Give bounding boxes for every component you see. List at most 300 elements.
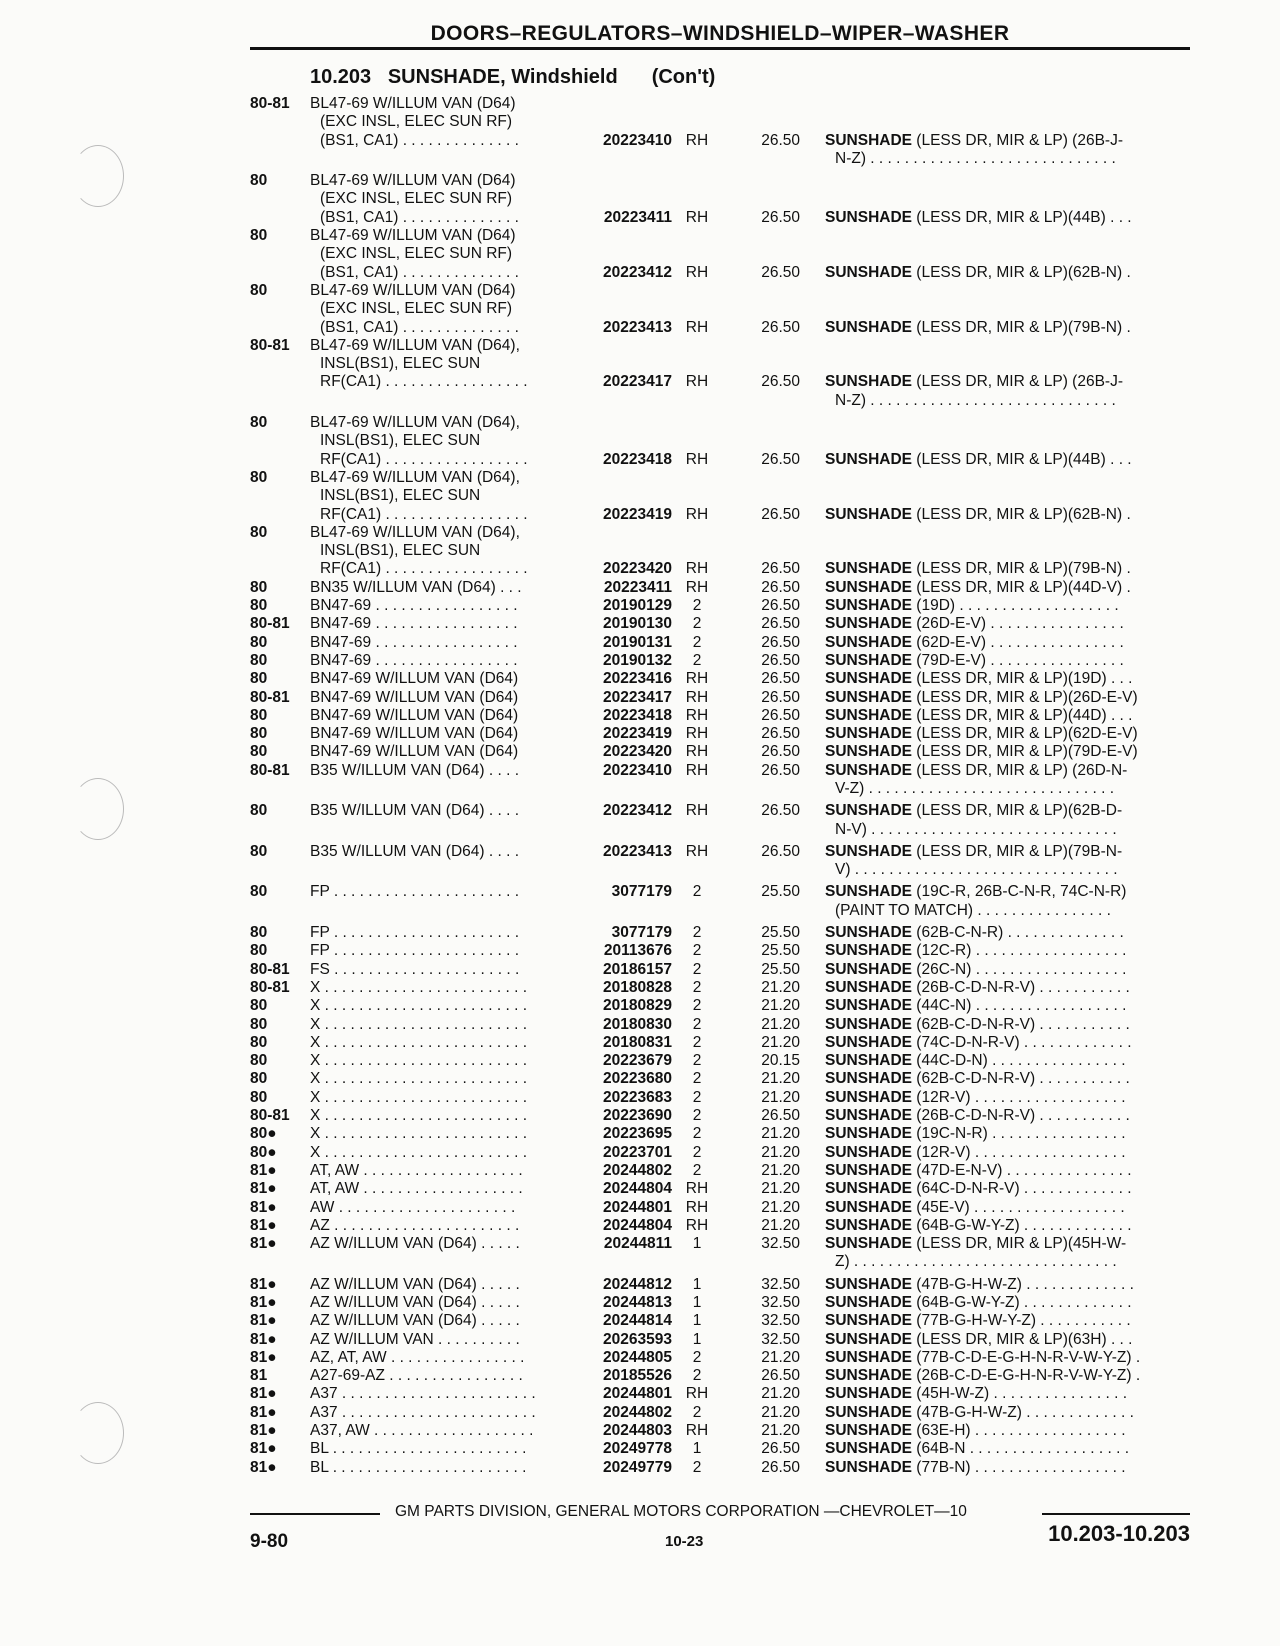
- model-year: 81●: [250, 1180, 277, 1198]
- part-number: 20180828: [603, 978, 672, 996]
- part-description: [825, 579, 1195, 597]
- part-number: 20223690: [603, 1107, 672, 1125]
- quantity: RH: [685, 263, 709, 281]
- part-description: [825, 1070, 1195, 1088]
- quantity: 2: [692, 942, 702, 960]
- model-description: [310, 1294, 578, 1312]
- part-description: [825, 132, 1195, 169]
- part-description: [825, 1144, 1195, 1162]
- part-description: [825, 1107, 1195, 1125]
- quantity: RH: [685, 1180, 709, 1198]
- quantity: 2: [692, 1107, 702, 1125]
- part-description: [825, 1331, 1195, 1349]
- part-description: [825, 843, 1195, 880]
- model-description: [310, 1312, 578, 1330]
- model-description: [310, 979, 578, 997]
- part-number: 20223411: [603, 578, 672, 596]
- section-cont: (Con't): [651, 66, 716, 88]
- model-line: AW . . . . . . . . . . . . . . . . . . . . .: [310, 1198, 516, 1216]
- price: 26.50: [761, 597, 800, 615]
- part-description: [825, 1125, 1195, 1143]
- model-year: 80: [250, 172, 268, 190]
- table-row: [250, 670, 1195, 688]
- part-number: 20223418: [603, 450, 672, 468]
- table-row: [250, 942, 1195, 960]
- table-row: [250, 337, 1195, 410]
- model-description: [310, 762, 578, 780]
- model-line: X . . . . . . . . . . . . . . . . . . . . . . . .: [310, 1088, 528, 1106]
- table-row: [250, 172, 1195, 227]
- description-line: SUNSHADE (LESS DR, MIR & LP)(63H) . . .: [825, 1330, 1133, 1348]
- model-line: RF(CA1) . . . . . . . . . . . . . . . . .: [320, 373, 528, 391]
- part-description: [825, 1217, 1195, 1235]
- quantity: 1: [692, 1275, 702, 1293]
- model-line: X . . . . . . . . . . . . . . . . . . . . . . . .: [310, 1015, 528, 1033]
- description-line: SUNSHADE (LESS DR, MIR & LP)(45H-W-: [825, 1235, 1127, 1253]
- model-line: BL47-69 W/ILLUM VAN (D64): [310, 95, 516, 112]
- description-line: SUNSHADE (77B-C-D-E-G-H-N-R-V-W-Y-Z) .: [825, 1348, 1141, 1366]
- part-description: [825, 689, 1195, 707]
- description-line: SUNSHADE (LESS DR, MIR & LP)(62B-D-: [825, 802, 1123, 820]
- price: 21.20: [761, 1088, 800, 1106]
- description-line: SUNSHADE (LESS DR, MIR & LP) (26B-J-: [825, 131, 1123, 149]
- model-line: BN47-69 . . . . . . . . . . . . . . . . .: [310, 633, 518, 651]
- table-row: [250, 597, 1195, 615]
- model-description: [310, 1052, 578, 1070]
- table-row: [250, 652, 1195, 670]
- price: 25.50: [761, 960, 800, 978]
- quantity: RH: [685, 505, 709, 523]
- part-number: 20223701: [603, 1143, 672, 1161]
- model-line: AZ, AT, AW . . . . . . . . . . . . . . . .: [310, 1348, 525, 1366]
- model-line: X . . . . . . . . . . . . . . . . . . . . . . . .: [310, 1052, 528, 1070]
- table-row: [250, 524, 1195, 579]
- table-row: [250, 1404, 1195, 1422]
- model-line: (BS1, CA1) . . . . . . . . . . . . . .: [320, 131, 519, 149]
- price: 21.20: [761, 1070, 800, 1088]
- model-line: (EXC INSL, ELEC SUN RF): [320, 190, 513, 208]
- table-row: [250, 469, 1195, 524]
- description-line: SUNSHADE (19D) . . . . . . . . . . . . . . . . . . .: [825, 597, 1119, 615]
- price: 26.50: [761, 842, 800, 860]
- quantity: RH: [685, 670, 709, 688]
- model-line: X . . . . . . . . . . . . . . . . . . . . . . . .: [310, 1033, 528, 1051]
- description-line: SUNSHADE (LESS DR, MIR & LP)(44B) . . .: [825, 450, 1132, 468]
- table-row: [250, 1422, 1195, 1440]
- quantity: RH: [685, 318, 709, 336]
- quantity: 2: [692, 1161, 702, 1179]
- part-description: [825, 1199, 1195, 1217]
- description-line: (PAINT TO MATCH) . . . . . . . . . . . . . . . .: [835, 901, 1111, 919]
- price: 26.50: [761, 578, 800, 596]
- part-number: 20249779: [603, 1458, 672, 1476]
- description-line: N-Z) . . . . . . . . . . . . . . . . . . . . . . . . . . . . .: [835, 391, 1116, 409]
- price: 21.20: [761, 997, 800, 1015]
- model-line: X . . . . . . . . . . . . . . . . . . . . . . . .: [310, 1107, 528, 1125]
- description-line: SUNSHADE (12R-V) . . . . . . . . . . . . . . . . . .: [825, 1143, 1126, 1161]
- model-line: B35 W/ILLUM VAN (D64) . . . .: [310, 842, 520, 860]
- table-row: [250, 634, 1195, 652]
- quantity: 2: [692, 924, 702, 942]
- description-line: SUNSHADE (LESS DR, MIR & LP)(44B) . . .: [825, 208, 1132, 226]
- model-line: A27-69-AZ . . . . . . . . . . . . . . . .: [310, 1367, 523, 1385]
- part-description: [825, 209, 1195, 227]
- table-row: [250, 961, 1195, 979]
- description-line: SUNSHADE (64B-G-W-Y-Z) . . . . . . . . . . . . .: [825, 1294, 1132, 1311]
- model-description: [310, 1440, 578, 1458]
- model-description: [310, 1162, 578, 1180]
- part-number: 20223412: [603, 802, 672, 820]
- part-description: [825, 1404, 1195, 1422]
- part-number: 20223416: [603, 670, 672, 688]
- description-line: SUNSHADE (64C-D-N-R-V) . . . . . . . . . . . . .: [825, 1180, 1132, 1198]
- part-number: 20244811: [603, 1235, 672, 1253]
- description-line: SUNSHADE (LESS DR, MIR & LP)(79D-E-V): [825, 743, 1138, 761]
- part-description: [825, 762, 1195, 799]
- price: 26.50: [761, 450, 800, 468]
- model-year: 80: [250, 651, 268, 669]
- model-line: AT, AW . . . . . . . . . . . . . . . . . . .: [310, 1180, 523, 1198]
- table-row: [250, 1125, 1195, 1143]
- description-line: SUNSHADE (19C-R, 26B-C-N-R, 74C-N-R): [825, 883, 1127, 901]
- price: 21.20: [761, 1385, 800, 1403]
- model-description: [310, 961, 578, 979]
- price: 20.15: [761, 1052, 800, 1070]
- part-description: [825, 942, 1195, 960]
- price: 26.50: [761, 670, 800, 688]
- part-number: 20186157: [603, 960, 672, 978]
- part-description: [825, 1162, 1195, 1180]
- price: 26.50: [761, 1458, 800, 1476]
- quantity: RH: [685, 761, 709, 779]
- model-line: BL . . . . . . . . . . . . . . . . . . . . . . .: [310, 1440, 527, 1458]
- table-row: [250, 1294, 1195, 1312]
- table-row: [250, 979, 1195, 997]
- part-description: [825, 1294, 1195, 1312]
- price: 25.50: [761, 942, 800, 960]
- model-year: 80-81: [250, 615, 290, 633]
- part-description: [825, 1367, 1195, 1385]
- model-description: [310, 1349, 578, 1367]
- part-description: [825, 1180, 1195, 1198]
- part-description: [825, 725, 1195, 743]
- description-line: SUNSHADE (LESS DR, MIR & LP)(79B-N-: [825, 842, 1123, 860]
- price: 26.50: [761, 651, 800, 669]
- quantity: 2: [692, 1015, 702, 1033]
- table-row: [250, 1217, 1195, 1235]
- model-description: [310, 652, 578, 670]
- price: 26.50: [761, 1440, 800, 1458]
- price: 25.50: [761, 883, 800, 901]
- part-description: [825, 924, 1195, 942]
- model-line: BN47-69 W/ILLUM VAN (D64): [310, 706, 519, 724]
- model-description: [310, 1144, 578, 1162]
- model-description: [310, 1107, 578, 1125]
- part-description: [825, 670, 1195, 688]
- model-line: B35 W/ILLUM VAN (D64) . . . .: [310, 761, 520, 779]
- part-description: [825, 1235, 1195, 1272]
- model-description: [310, 1217, 578, 1235]
- model-year: 80: [250, 468, 268, 486]
- model-description: [310, 172, 578, 227]
- table-row: [250, 1199, 1195, 1217]
- model-line: BL47-69 W/ILLUM VAN (D64),: [310, 336, 520, 354]
- part-number: 20223418: [603, 706, 672, 724]
- model-year: 80: [250, 706, 268, 724]
- description-line: SUNSHADE (79D-E-V) . . . . . . . . . . . . . . . .: [825, 651, 1124, 669]
- model-line: X . . . . . . . . . . . . . . . . . . . . . . . .: [310, 1070, 528, 1088]
- price: 26.50: [761, 1367, 800, 1385]
- model-year: 80: [250, 1088, 268, 1106]
- part-number: 20223679: [603, 1052, 672, 1070]
- quantity: 2: [692, 978, 702, 996]
- description-line: SUNSHADE (LESS DR, MIR & LP) (26B-J-: [825, 373, 1123, 391]
- model-description: [310, 1199, 578, 1217]
- model-year: 81●: [250, 1161, 277, 1179]
- table-row: [250, 997, 1195, 1015]
- part-number: 20223413: [603, 842, 672, 860]
- quantity: 2: [692, 883, 702, 901]
- part-number: 20223419: [603, 725, 672, 743]
- model-description: [310, 95, 578, 150]
- model-description: [310, 942, 578, 960]
- quantity: 2: [692, 615, 702, 633]
- part-description: [825, 597, 1195, 615]
- part-number: 20185526: [603, 1367, 672, 1385]
- description-line: SUNSHADE (LESS DR, MIR & LP)(26D-E-V): [825, 688, 1138, 706]
- part-number: 20263593: [603, 1330, 672, 1348]
- part-number: 20244813: [603, 1294, 672, 1311]
- quantity: RH: [685, 131, 709, 149]
- quantity: 2: [692, 1348, 702, 1366]
- description-line: SUNSHADE (26B-C-D-E-G-H-N-R-V-W-Y-Z) .: [825, 1367, 1141, 1385]
- table-row: [250, 1459, 1195, 1477]
- description-line: SUNSHADE (63E-H) . . . . . . . . . . . . . . . . . .: [825, 1422, 1126, 1440]
- quantity: 2: [692, 1125, 702, 1143]
- footer-rule-right: [1042, 1513, 1190, 1515]
- quantity: RH: [685, 802, 709, 820]
- part-description: [825, 1385, 1195, 1403]
- part-number: 3077179: [611, 883, 672, 901]
- part-number: 20190129: [603, 597, 672, 615]
- part-description: [825, 743, 1195, 761]
- quantity: RH: [685, 725, 709, 743]
- price: 21.20: [761, 1143, 800, 1161]
- description-line: SUNSHADE (26B-C-D-N-R-V) . . . . . . . . . . .: [825, 1107, 1130, 1125]
- model-description: [310, 997, 578, 1015]
- description-line: SUNSHADE (LESS DR, MIR & LP)(62B-N) .: [825, 505, 1131, 523]
- description-line: SUNSHADE (62B-C-D-N-R-V) . . . . . . . . . . .: [825, 1070, 1130, 1088]
- description-line: SUNSHADE (LESS DR, MIR & LP)(79B-N) .: [825, 318, 1131, 336]
- quantity: 1: [692, 1312, 702, 1330]
- part-number: 20244812: [603, 1275, 672, 1293]
- part-description: [825, 802, 1195, 839]
- description-line: SUNSHADE (74C-D-N-R-V) . . . . . . . . . . . . .: [825, 1033, 1132, 1051]
- price: 26.50: [761, 761, 800, 779]
- description-line: SUNSHADE (62B-C-D-N-R-V) . . . . . . . . . . .: [825, 1015, 1130, 1033]
- description-line: SUNSHADE (47B-G-H-W-Z) . . . . . . . . . . . . .: [825, 1275, 1134, 1293]
- price: 32.50: [761, 1330, 800, 1348]
- model-line: BN47-69 W/ILLUM VAN (D64): [310, 670, 519, 688]
- model-description: [310, 1016, 578, 1034]
- price: 21.20: [761, 1422, 800, 1440]
- table-row: [250, 579, 1195, 597]
- model-description: [310, 1385, 578, 1403]
- footer-date: 9-80: [250, 1531, 289, 1552]
- description-line: V) . . . . . . . . . . . . . . . . . . . . . . . . . . . . . . .: [835, 861, 1118, 879]
- description-line: SUNSHADE (12R-V) . . . . . . . . . . . . . . . . . .: [825, 1088, 1126, 1106]
- model-line: FP . . . . . . . . . . . . . . . . . . . . . .: [310, 883, 520, 901]
- model-description: [310, 524, 578, 579]
- model-description: [310, 1034, 578, 1052]
- part-description: [825, 319, 1195, 337]
- model-description: [310, 743, 578, 761]
- table-row: [250, 762, 1195, 799]
- quantity: RH: [685, 1422, 709, 1440]
- part-number: 20244802: [603, 1161, 672, 1179]
- part-number: 20180831: [603, 1033, 672, 1051]
- table-row: [250, 1349, 1195, 1367]
- part-number: 20223695: [603, 1125, 672, 1143]
- model-description: [310, 707, 578, 725]
- model-description: [310, 634, 578, 652]
- quantity: RH: [685, 706, 709, 724]
- model-description: [310, 883, 578, 901]
- model-description: [310, 1125, 578, 1143]
- model-description: [310, 924, 578, 942]
- model-year: 80: [250, 281, 268, 299]
- model-line: X . . . . . . . . . . . . . . . . . . . . . . . .: [310, 997, 528, 1015]
- page-header: DOORS–REGULATORS–WINDSHIELD–WIPER–WASHER: [430, 22, 1010, 45]
- part-number: 20223413: [603, 318, 672, 336]
- binder-hole: [72, 1402, 124, 1464]
- model-year: 80: [250, 942, 268, 960]
- table-row: [250, 707, 1195, 725]
- quantity: 2: [692, 1143, 702, 1161]
- model-line: INSL(BS1), ELEC SUN: [320, 432, 481, 450]
- table-row: [250, 1052, 1195, 1070]
- model-line: A37 . . . . . . . . . . . . . . . . . . . . . . .: [310, 1385, 536, 1403]
- model-year: 81: [250, 1367, 268, 1385]
- part-number: 20223680: [603, 1070, 672, 1088]
- description-line: N-V) . . . . . . . . . . . . . . . . . . . . . . . . . . . . .: [835, 820, 1117, 838]
- model-year: 80-81: [250, 336, 290, 354]
- part-number: 20223420: [603, 743, 672, 761]
- model-description: [310, 725, 578, 743]
- description-line: SUNSHADE (77B-G-H-W-Y-Z) . . . . . . . . . . .: [825, 1312, 1131, 1330]
- model-description: [310, 802, 578, 820]
- model-line: RF(CA1) . . . . . . . . . . . . . . . . .: [320, 560, 528, 578]
- part-number: 20223417: [603, 688, 672, 706]
- model-line: RF(CA1) . . . . . . . . . . . . . . . . .: [320, 505, 528, 523]
- table-row: [250, 227, 1195, 282]
- model-description: [310, 414, 578, 469]
- quantity: RH: [685, 208, 709, 226]
- description-line: SUNSHADE (77B-N) . . . . . . . . . . . . . . . . . .: [825, 1458, 1126, 1476]
- description-line: SUNSHADE (47B-G-H-W-Z) . . . . . . . . . . . . .: [825, 1403, 1134, 1421]
- quantity: RH: [685, 688, 709, 706]
- part-description: [825, 506, 1195, 524]
- quantity: RH: [685, 1385, 709, 1403]
- part-number: 20244805: [603, 1348, 672, 1366]
- part-number: 20244801: [603, 1385, 672, 1403]
- model-year: 80-81: [250, 1107, 290, 1125]
- model-description: [310, 1404, 578, 1422]
- table-row: [250, 1144, 1195, 1162]
- model-line: AZ W/ILLUM VAN . . . . . . . . . .: [310, 1330, 520, 1348]
- quantity: 2: [692, 1033, 702, 1051]
- part-number: 20223419: [603, 505, 672, 523]
- part-number: 20190132: [603, 651, 672, 669]
- price: 26.50: [761, 688, 800, 706]
- description-line: SUNSHADE (47D-E-N-V) . . . . . . . . . . . . . . .: [825, 1161, 1132, 1179]
- model-description: [310, 469, 578, 524]
- quantity: RH: [685, 560, 709, 578]
- table-row: [250, 1162, 1195, 1180]
- table-row: [250, 1385, 1195, 1403]
- quantity: 1: [692, 1235, 702, 1253]
- table-row: [250, 1180, 1195, 1198]
- model-line: INSL(BS1), ELEC SUN: [320, 542, 481, 560]
- description-line: SUNSHADE (LESS DR, MIR & LP)(44D-V) .: [825, 578, 1131, 596]
- quantity: 2: [692, 1458, 702, 1476]
- binder-hole: [72, 145, 124, 207]
- description-line: SUNSHADE (64B-G-W-Y-Z) . . . . . . . . . . . . .: [825, 1216, 1132, 1234]
- quantity: RH: [685, 373, 709, 391]
- model-year: 80: [250, 997, 268, 1015]
- model-line: BN47-69 W/ILLUM VAN (D64): [310, 725, 519, 743]
- part-number: 20244801: [603, 1198, 672, 1216]
- price: 26.50: [761, 505, 800, 523]
- model-description: [310, 1422, 578, 1440]
- price: 21.20: [761, 1216, 800, 1234]
- description-line: SUNSHADE (62D-E-V) . . . . . . . . . . . . . . . .: [825, 633, 1124, 651]
- price: 26.50: [761, 743, 800, 761]
- description-line: SUNSHADE (LESS DR, MIR & LP)(62D-E-V): [825, 725, 1138, 743]
- description-line: SUNSHADE (12C-R) . . . . . . . . . . . . . . . . . .: [825, 942, 1127, 960]
- model-line: INSL(BS1), ELEC SUN: [320, 487, 481, 505]
- description-line: SUNSHADE (45E-V) . . . . . . . . . . . . . . . . . .: [825, 1198, 1125, 1216]
- price: 26.50: [761, 633, 800, 651]
- quantity: 1: [692, 1294, 702, 1311]
- model-year: 80: [250, 523, 268, 541]
- part-description: [825, 451, 1195, 469]
- footer-rule-left: [250, 1513, 380, 1515]
- footer-section-range: 10.203-10.203: [1048, 1521, 1190, 1546]
- model-description: [310, 1070, 578, 1088]
- model-description: [310, 615, 578, 633]
- part-description: [825, 1349, 1195, 1367]
- description-line: SUNSHADE (LESS DR, MIR & LP)(79B-N) .: [825, 560, 1131, 578]
- model-line: INSL(BS1), ELEC SUN: [320, 355, 481, 373]
- price: 21.20: [761, 1180, 800, 1198]
- table-row: [250, 843, 1195, 880]
- model-year: 80: [250, 743, 268, 761]
- description-line: V-Z) . . . . . . . . . . . . . . . . . . . . . . . . . . . . .: [835, 779, 1115, 797]
- model-line: AZ W/ILLUM VAN (D64) . . . . .: [310, 1275, 520, 1293]
- table-row: [250, 1089, 1195, 1107]
- part-number: 20244802: [603, 1403, 672, 1421]
- model-year: 80●: [250, 1125, 277, 1143]
- model-year: 80: [250, 802, 268, 820]
- model-year: 81●: [250, 1216, 277, 1234]
- description-line: SUNSHADE (26B-C-D-N-R-V) . . . . . . . . . . .: [825, 978, 1130, 996]
- model-year: 81●: [250, 1422, 277, 1440]
- model-year: 80: [250, 924, 268, 942]
- part-number: 20223683: [603, 1088, 672, 1106]
- description-line: SUNSHADE (44C-N) . . . . . . . . . . . . . . . . . .: [825, 997, 1127, 1015]
- price: 32.50: [761, 1294, 800, 1311]
